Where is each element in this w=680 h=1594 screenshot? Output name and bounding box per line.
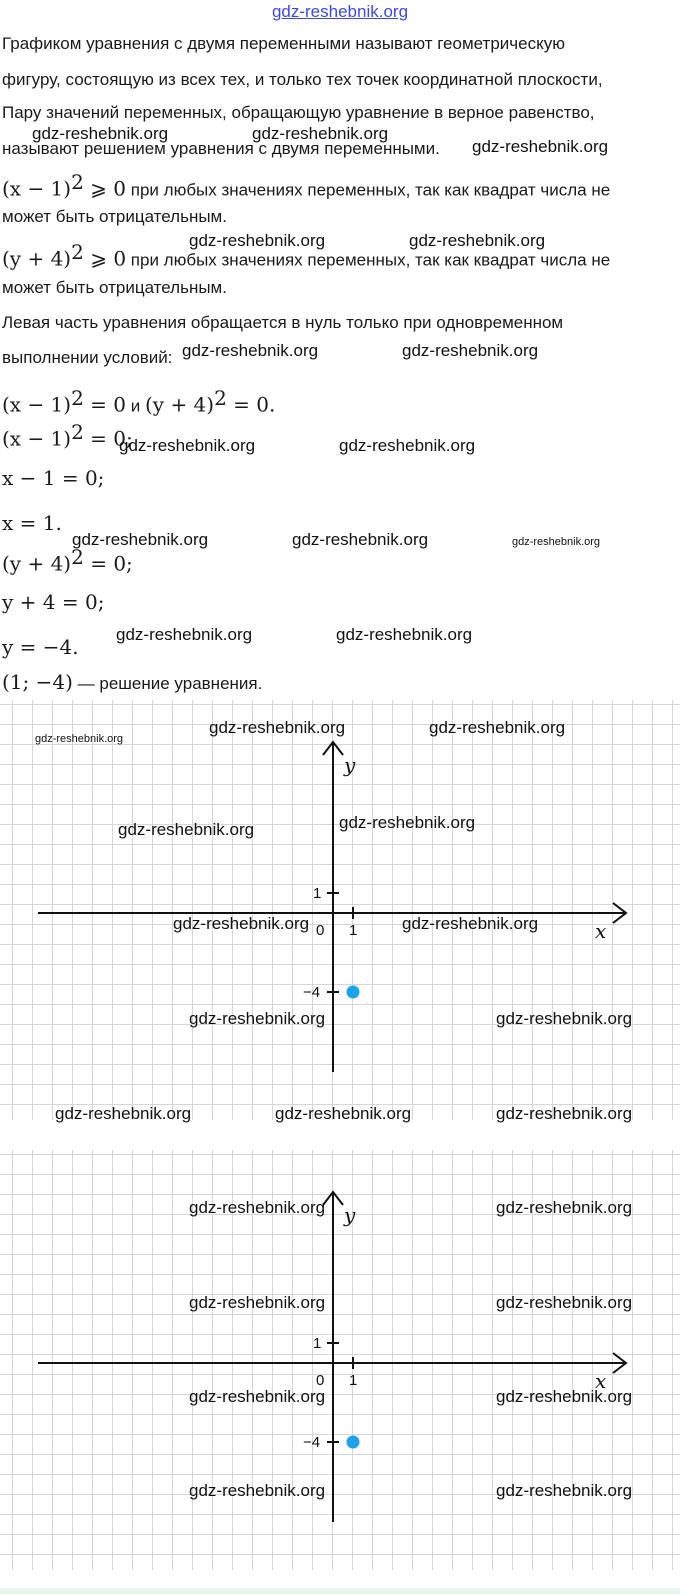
paragraph-definition-line-2: фигуру, состоящую из всех тех, и только тех точек координатной плоскости, [2,70,603,89]
conditions-equation [2,386,275,419]
and-word: и [126,396,145,416]
exponent: 2 [71,240,84,264]
statement-x-line-2: может быть отрицательным. [2,207,227,226]
watermark: gdz-reshebnik.org [119,436,256,455]
site-link[interactable]: gdz-reshebnik.org [271,2,409,21]
watermark: gdz-reshebnik.org [32,124,169,143]
solution-point [347,986,360,999]
watermark: gdz-reshebnik.org [409,231,546,250]
watermark: gdz-reshebnik.org [336,625,473,644]
watermark: gdz-reshebnik.org [339,813,476,832]
watermark: gdz-reshebnik.org [496,1387,633,1406]
equals-zero: = 0 [83,392,127,417]
watermark: gdz-reshebnik.org [189,1009,326,1028]
statement-y-line-2: может быть отрицательным. [2,278,227,297]
watermark: gdz-reshebnik.org [182,341,319,360]
statement-y-text: при любых значениях переменных, так как квадрат числа не [130,250,611,270]
origin-label: 0 [316,922,325,939]
watermark: gdz-reshebnik.org [496,1293,633,1312]
point-y-label: −4 [303,1434,321,1451]
watermark: gdz-reshebnik.org [35,733,124,745]
solution-point [347,1436,360,1449]
watermark: gdz-reshebnik.org [496,1009,633,1028]
math-x-minus-1: (x − 1) [2,392,72,417]
x-axis-label: x [595,919,607,943]
x-axis-label: x [595,1369,607,1393]
math-y-plus-4: (y + 4) [2,551,72,576]
graph-svg [0,700,680,1120]
watermark: gdz-reshebnik.org [275,1104,412,1123]
watermark: gdz-reshebnik.org [189,1387,326,1406]
step-2: x − 1 = 0; [2,466,105,490]
answer-pair: (1; −4) [2,670,73,694]
x-tick-label: 1 [349,1372,358,1389]
y-tick-label: 1 [313,885,322,902]
equals-zero: = 0. [226,392,276,417]
equals-zero: = 0; [83,551,133,576]
watermark: gdz-reshebnik.org [116,625,253,644]
geq-zero: ⩾ 0 [83,176,127,201]
watermark: gdz-reshebnik.org [472,137,609,156]
watermark: gdz-reshebnik.org [189,1293,326,1312]
math-y-plus-4: (y + 4) [144,392,215,417]
statement-x-text: при любых значениях переменных, так как квадрат числа не [130,180,611,200]
y-axis-label: y [344,1203,356,1227]
x-tick-label: 1 [349,922,358,939]
exponent: 2 [214,386,227,410]
step-5: y + 4 = 0; [2,590,105,614]
statement-x-square [2,170,610,203]
origin-label: 0 [316,1372,325,1389]
geq-zero: ⩾ 0 [83,246,127,271]
answer-text: — решение уравнения. [72,674,263,693]
y-tick-label: 1 [313,1335,322,1352]
watermark: gdz-reshebnik.org [292,530,429,549]
coordinate-graph [0,700,680,1123]
watermark: gdz-reshebnik.org [72,530,209,549]
watermark: gdz-reshebnik.org [209,718,346,737]
watermark: gdz-reshebnik.org [55,1104,192,1123]
point-y-label: −4 [303,984,321,1001]
math-x-minus-1: (x − 1) [2,176,72,201]
footer-strip [0,1588,680,1594]
watermark: gdz-reshebnik.org [496,1198,633,1217]
watermark: gdz-reshebnik.org [402,914,539,933]
watermark: gdz-reshebnik.org [189,1198,326,1217]
step-3: x = 1. [2,511,62,535]
step-6: y = −4. [2,635,79,659]
watermark: gdz-reshebnik.org [173,914,310,933]
paragraph-conditions-line-1: Левая часть уравнения обращается в нуль только при одновременном [2,313,564,332]
watermark: gdz-reshebnik.org [252,124,389,143]
paragraph-solution-line-2: называют решением уравнения с двумя переменными. [2,139,440,158]
watermark: gdz-reshebnik.org [496,1481,633,1500]
watermark: gdz-reshebnik.org [402,341,539,360]
paragraph-conditions-line-2: выполнении условий: [2,348,173,367]
watermark: gdz-reshebnik.org [189,1481,326,1500]
coordinate-graph [0,1150,680,1570]
watermark: gdz-reshebnik.org [429,718,566,737]
answer-line [2,670,262,696]
watermark: gdz-reshebnik.org [512,536,601,548]
exponent: 2 [71,545,84,569]
exponent: 2 [71,420,84,444]
step-1 [2,420,133,453]
watermark: gdz-reshebnik.org [189,231,326,250]
exponent: 2 [71,386,84,410]
y-axis-label: y [344,753,356,777]
math-x-minus-1: (x − 1) [2,426,72,451]
math-y-plus-4: (y + 4) [2,246,72,271]
equals-zero: = 0; [83,426,133,451]
paragraph-definition-line-1: Графиком уравнения с двумя переменными называют геометрическую [2,34,565,53]
watermark: gdz-reshebnik.org [339,436,476,455]
exponent: 2 [71,170,84,194]
watermark: gdz-reshebnik.org [496,1104,633,1123]
paragraph-solution-line-1: Пару значений переменных, обращающую уравнение в верное равенство, [2,103,595,122]
watermark: gdz-reshebnik.org [118,820,255,839]
